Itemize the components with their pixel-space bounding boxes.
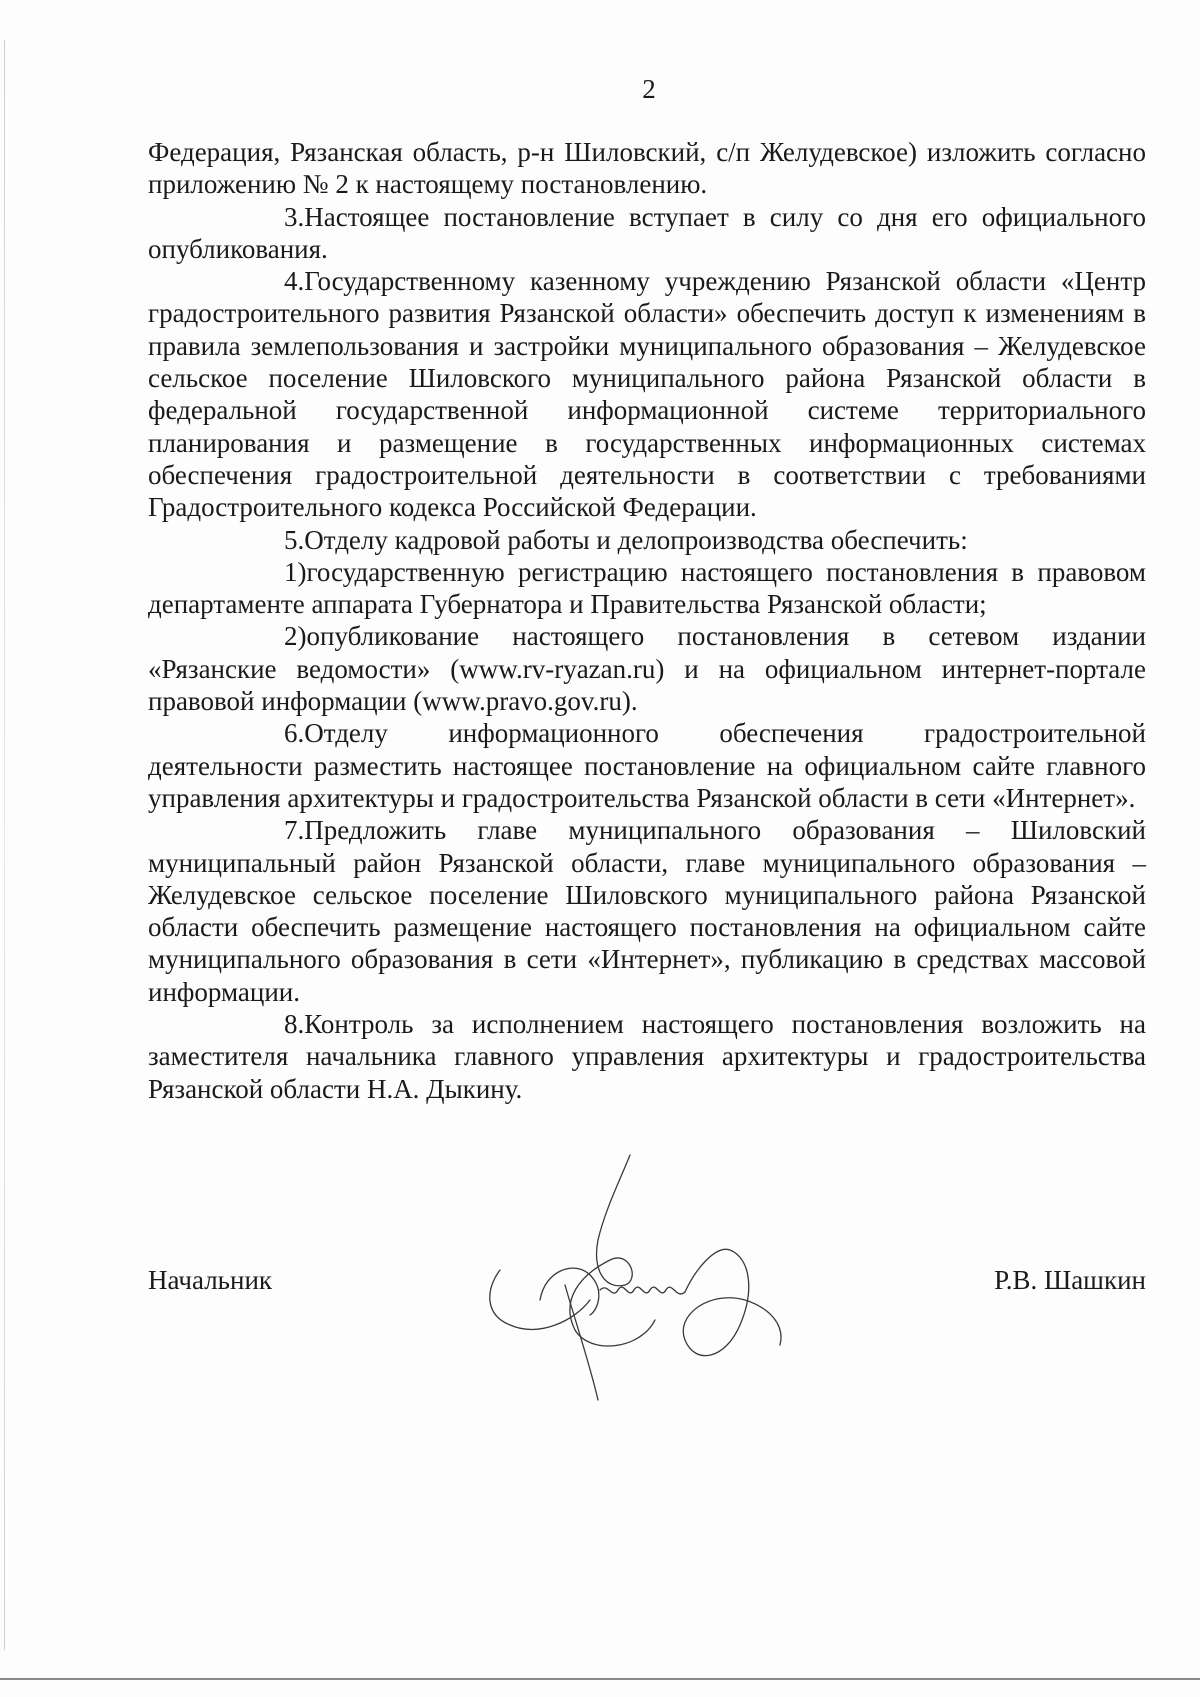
paragraph-text: Отделу кадровой работы и делопроизводства обеспечить:: [304, 524, 968, 555]
paragraph-text: Предложить главе муниципального образования – Шиловский муниципальный район Рязанской области, главе муниципального образования – Желудевское сельское поселение Шиловского муниципального района Рязанской области обеспечить размещение настоящего постановления на официальном сайте муниципального образования в сети «Интернет», публикацию в средствах массовой информации.: [148, 815, 1146, 1007]
paragraph-text: опубликование настоящего постановления в сетевом издании «Рязанские ведомости» (www.rv-ryazan.ru) и на официальном интернет-портале правовой информации (www.pravo.gov.ru).: [148, 621, 1146, 717]
paragraph-text: Федерация, Рязанская область, р-н Шиловский, с/п Желудевское) изложить согласно приложению № 2 к настоящему постановлению.: [148, 137, 1146, 200]
paragraph-text: государственную регистрацию настоящего постановления в правовом департаменте аппарата Губернатора и Правительства Рязанской области;: [148, 556, 1146, 620]
paragraph-text: Контроль за исполнением настоящего постановления возложить на заместителя начальника главного управления архитектуры и градостроительства Рязанской области Н.А. Дыкину.: [148, 1009, 1146, 1104]
paragraph-number: 6.: [284, 718, 305, 749]
paragraph: [148, 265, 1146, 523]
paragraph: [148, 524, 1146, 556]
paragraph: [148, 556, 1146, 621]
paragraph-number: 2): [284, 621, 307, 652]
scan-bottom-edge: [0, 1678, 1200, 1680]
signature-block: [148, 1265, 1146, 1305]
paragraph-text: Отделу информационного обеспечения градостроительной деятельности разместить настоящее постановление на официальном сайте главного управления архитектуры и градостроительства Рязанской области в сети «Интернет».: [148, 718, 1146, 813]
paragraph: [148, 717, 1146, 814]
paragraph: [148, 814, 1146, 1008]
paragraph: [148, 620, 1146, 717]
paragraph-number: 1): [284, 556, 307, 587]
paragraph-number: 8.: [284, 1009, 305, 1040]
paragraph-number: 4.: [284, 266, 305, 297]
paragraph-number: 3.: [284, 201, 305, 232]
paragraph: [148, 1008, 1146, 1105]
scan-left-edge: [4, 40, 5, 1650]
paragraph: [148, 136, 1146, 201]
page-number: 2: [642, 74, 656, 104]
paragraph-number: 5.: [284, 524, 305, 555]
paragraph-text: Настоящее постановление вступает в силу со дня его официального опубликования.: [148, 201, 1146, 264]
signatory-name: Р.В. Шашкин: [994, 1265, 1146, 1295]
paragraph: [148, 201, 1146, 266]
document-body: [148, 136, 1146, 1105]
paragraph-number: 7.: [284, 815, 305, 846]
paragraph-text: Государственному казенному учреждению Рязанской области «Центр градостроительного развития Рязанской области» обеспечить доступ к изменениям в правила землепользования и застройки муниципального образования – Желудевское сельское поселение Шиловского муниципального района Рязанской области в федеральной государственной информационной системе территориального планирования и размещение в государственных информационных системах обеспечения градостроительной деятельности в соответствии с требованиями Градостроительного кодекса Российской Федерации.: [148, 266, 1146, 523]
signatory-title: Начальник: [148, 1265, 273, 1295]
